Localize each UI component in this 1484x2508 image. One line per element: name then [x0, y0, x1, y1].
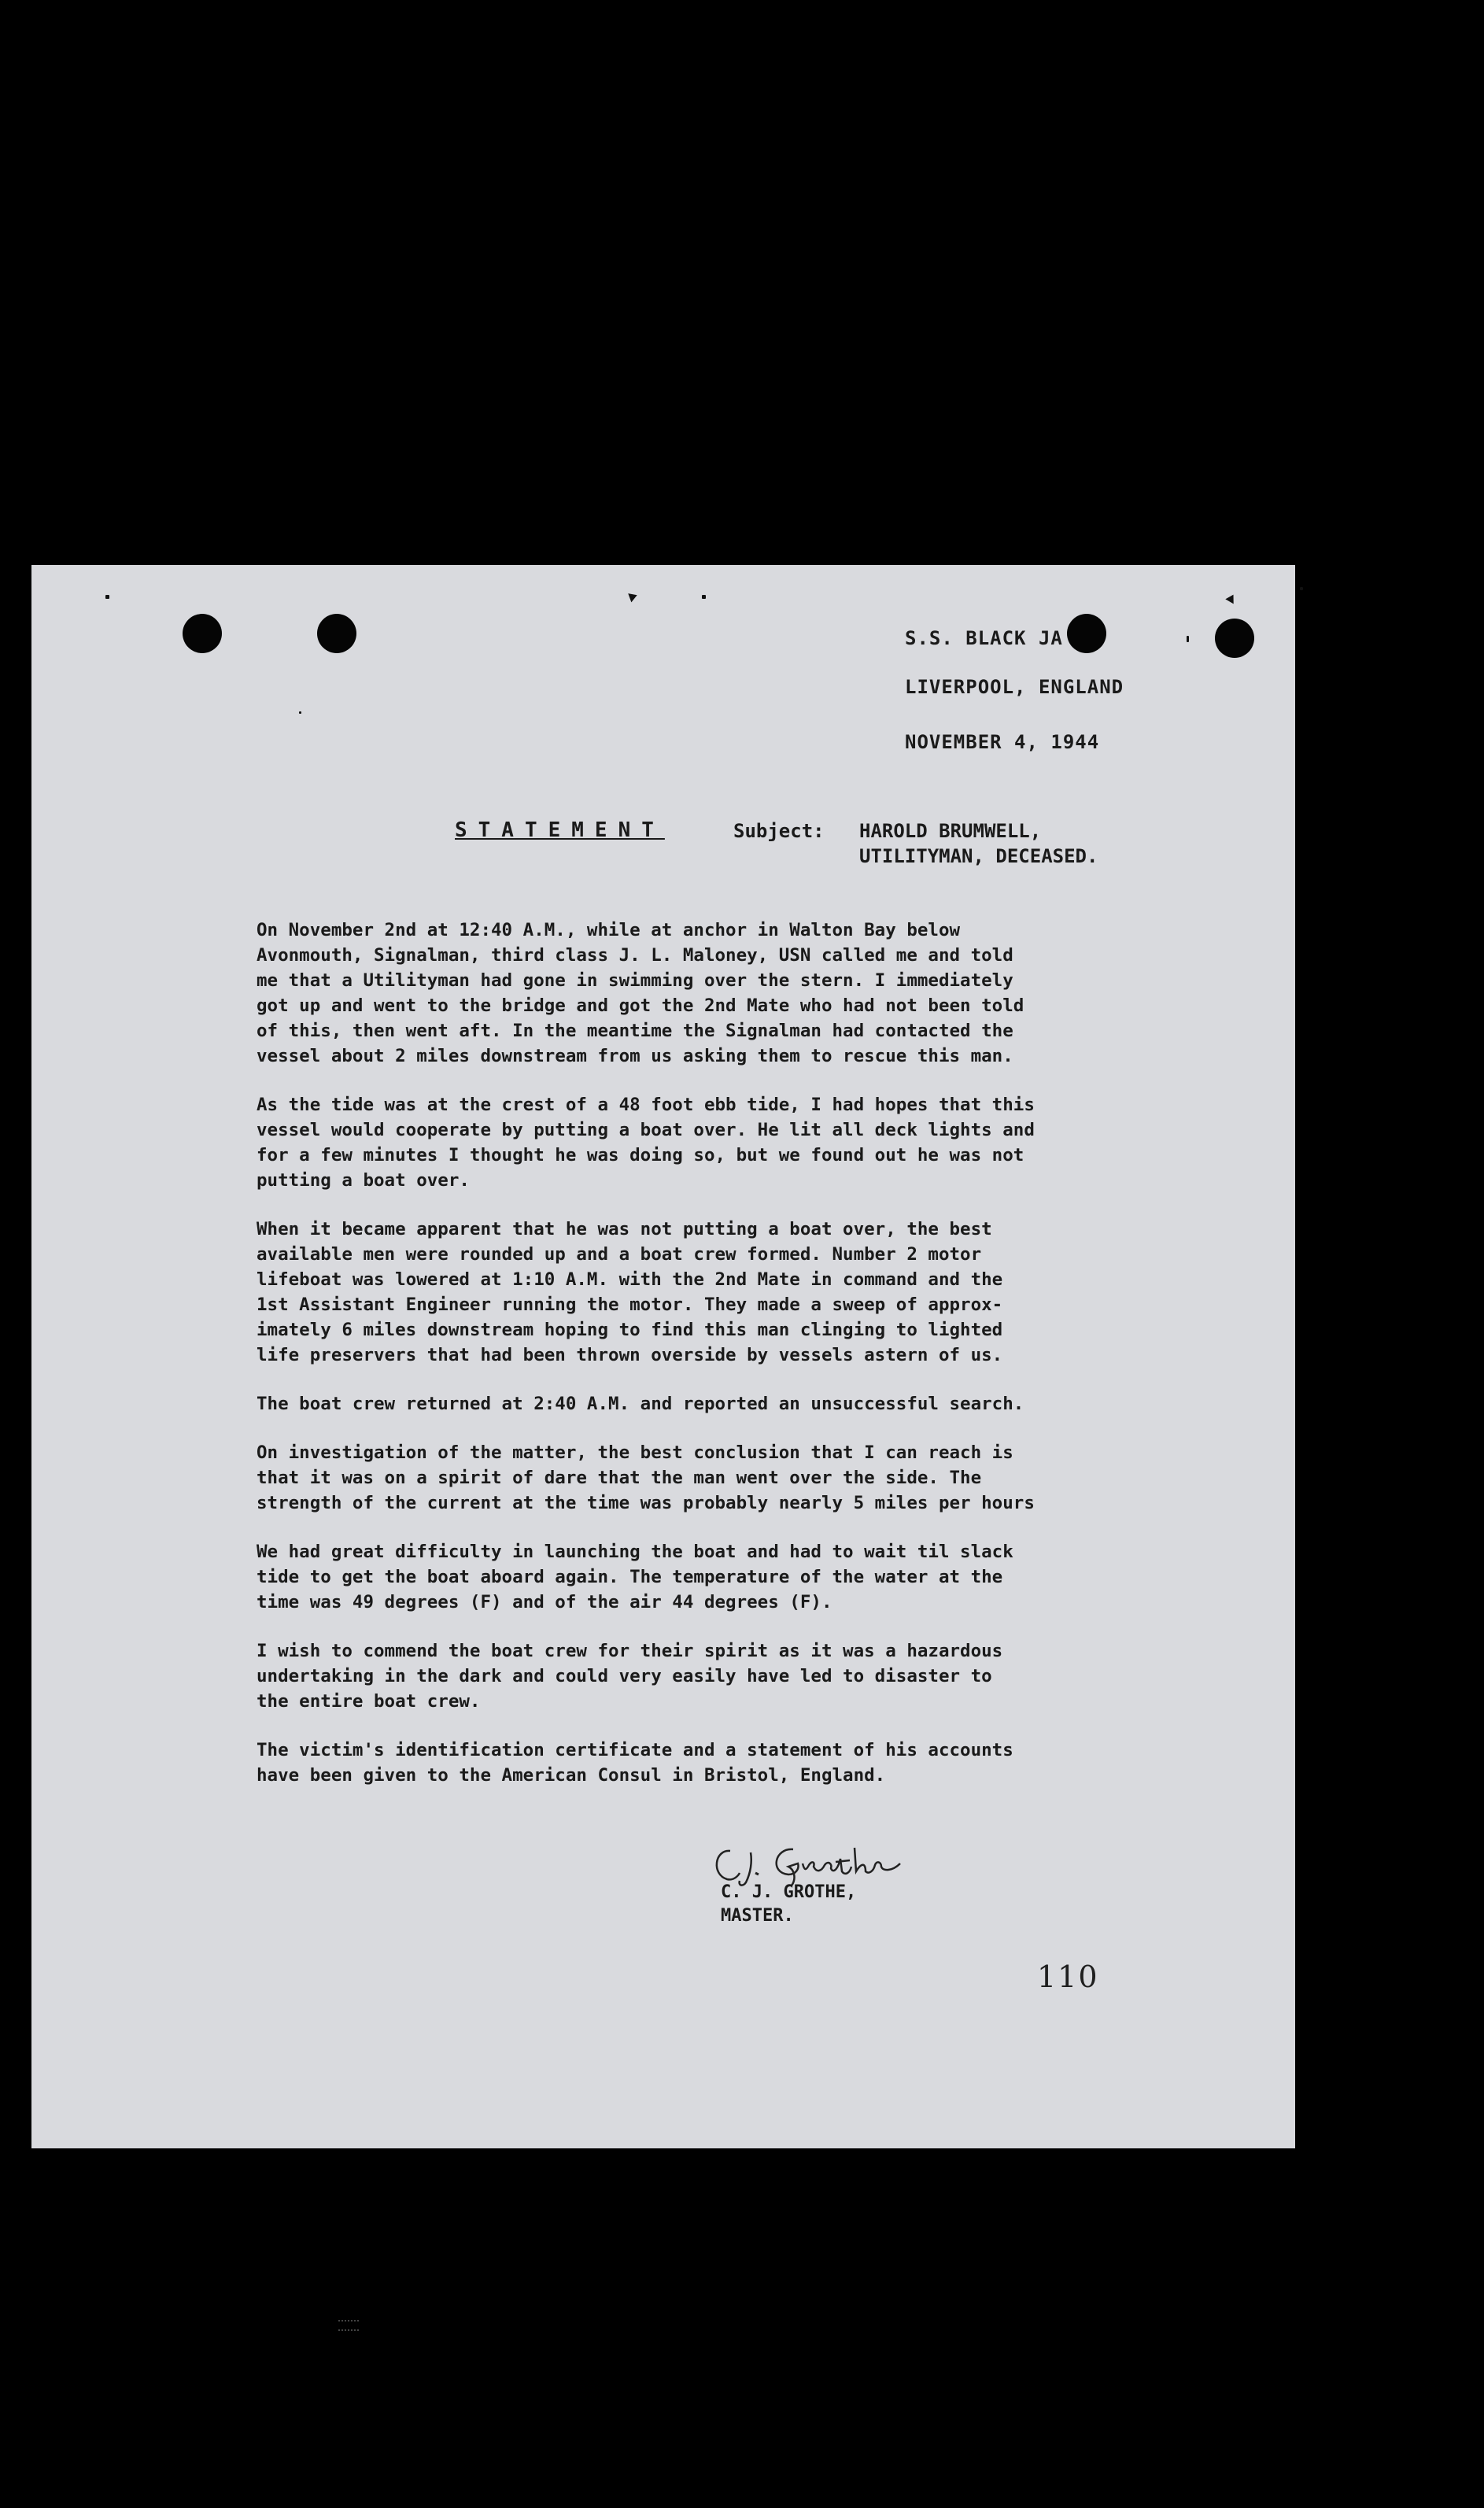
paper-speck	[1187, 636, 1189, 642]
document-page	[31, 565, 1295, 2148]
subject-label: Subject:	[733, 820, 825, 842]
paragraph: On November 2nd at 12:40 A.M., while at anchor in Walton Bay below Avonmouth, Signalman, third class J. L. Maloney, USN called me and told me that a Utilityman had gone in swimming over the stern. I immediately got up and went to the bridge and got the 2nd Mate who had not been told of this, then went aft. In the meantime the Signalman had contacted the vessel about 2 miles downstream from us asking them to rescue this man.	[257, 920, 1024, 1066]
paper-speck	[1300, 587, 1303, 590]
paragraph: The boat crew returned at 2:40 A.M. and reported an unsuccessful search.	[257, 1394, 1024, 1414]
subject-line-1: HAROLD BRUMWELL,	[859, 820, 1042, 842]
film-artifact	[338, 2320, 359, 2331]
page-number: 110	[1037, 1959, 1099, 1994]
paragraph: As the tide was at the crest of a 48 foot ebb tide, I had hopes that this vessel would cooperate by putting a boat over. He lit all deck lights and for a few minutes I thought he was doing so, but we found out he was not putting a boat over.	[257, 1095, 1035, 1191]
document-heading: STATEMENT	[455, 818, 665, 842]
subject-block	[733, 818, 1098, 869]
paper-speck	[299, 711, 301, 714]
letterhead	[905, 626, 1124, 754]
paper-mark	[628, 591, 639, 603]
punch-hole-right	[1215, 619, 1254, 658]
subject-line-2: UTILITYMAN, DECEASED.	[859, 845, 1098, 867]
paragraph: When it became apparent that he was not putting a boat over, the best available men were rounded up and a boat crew formed. Number 2 motor lifeboat was lowered at 1:10 A.M. with the 2nd Mate in command and the 1st Assistant Engineer running the motor. They made a sweep of approx- imately 6 miles downstream hoping to find this man clinging to lighted life preservers that had been thrown overside by vessels astern of us.	[257, 1219, 1003, 1365]
statement-body	[257, 918, 1216, 1812]
signoff-block	[721, 1881, 856, 1928]
paragraph: We had great difficulty in launching the boat and had to wait til slack tide to get the boat aboard again. The temperature of the water at the time was 49 degrees (F) and of the air 44 degrees (F).	[257, 1542, 1013, 1612]
signatory-name: C. J. GROTHE,	[721, 1882, 857, 1902]
paragraph: On investigation of the matter, the best conclusion that I can reach is that it was on a spirit of dare that the man went over the side. The strength of the current at the time was probably nearly 5 miles per hours	[257, 1442, 1035, 1513]
ship-name: S.S. BLACK JA	[905, 627, 1063, 649]
paragraph: I wish to commend the boat crew for their spirit as it was a hazardous undertaking in the dark and could very easily have led to disaster to the entire boat crew.	[257, 1641, 1003, 1712]
paper-mark	[1225, 593, 1237, 604]
signatory-title: MASTER.	[721, 1906, 794, 1926]
paper-speck	[702, 595, 706, 599]
paragraph: The victim's identification certificate and a statement of his accounts have been given to the American Consul in Bristol, England.	[257, 1740, 1013, 1786]
document-date: NOVEMBER 4, 1944	[905, 731, 1100, 753]
punch-hole-left-1	[183, 614, 222, 653]
punch-hole-left-2	[317, 614, 356, 653]
location: LIVERPOOL, ENGLAND	[905, 676, 1124, 698]
paper-speck	[105, 595, 109, 599]
